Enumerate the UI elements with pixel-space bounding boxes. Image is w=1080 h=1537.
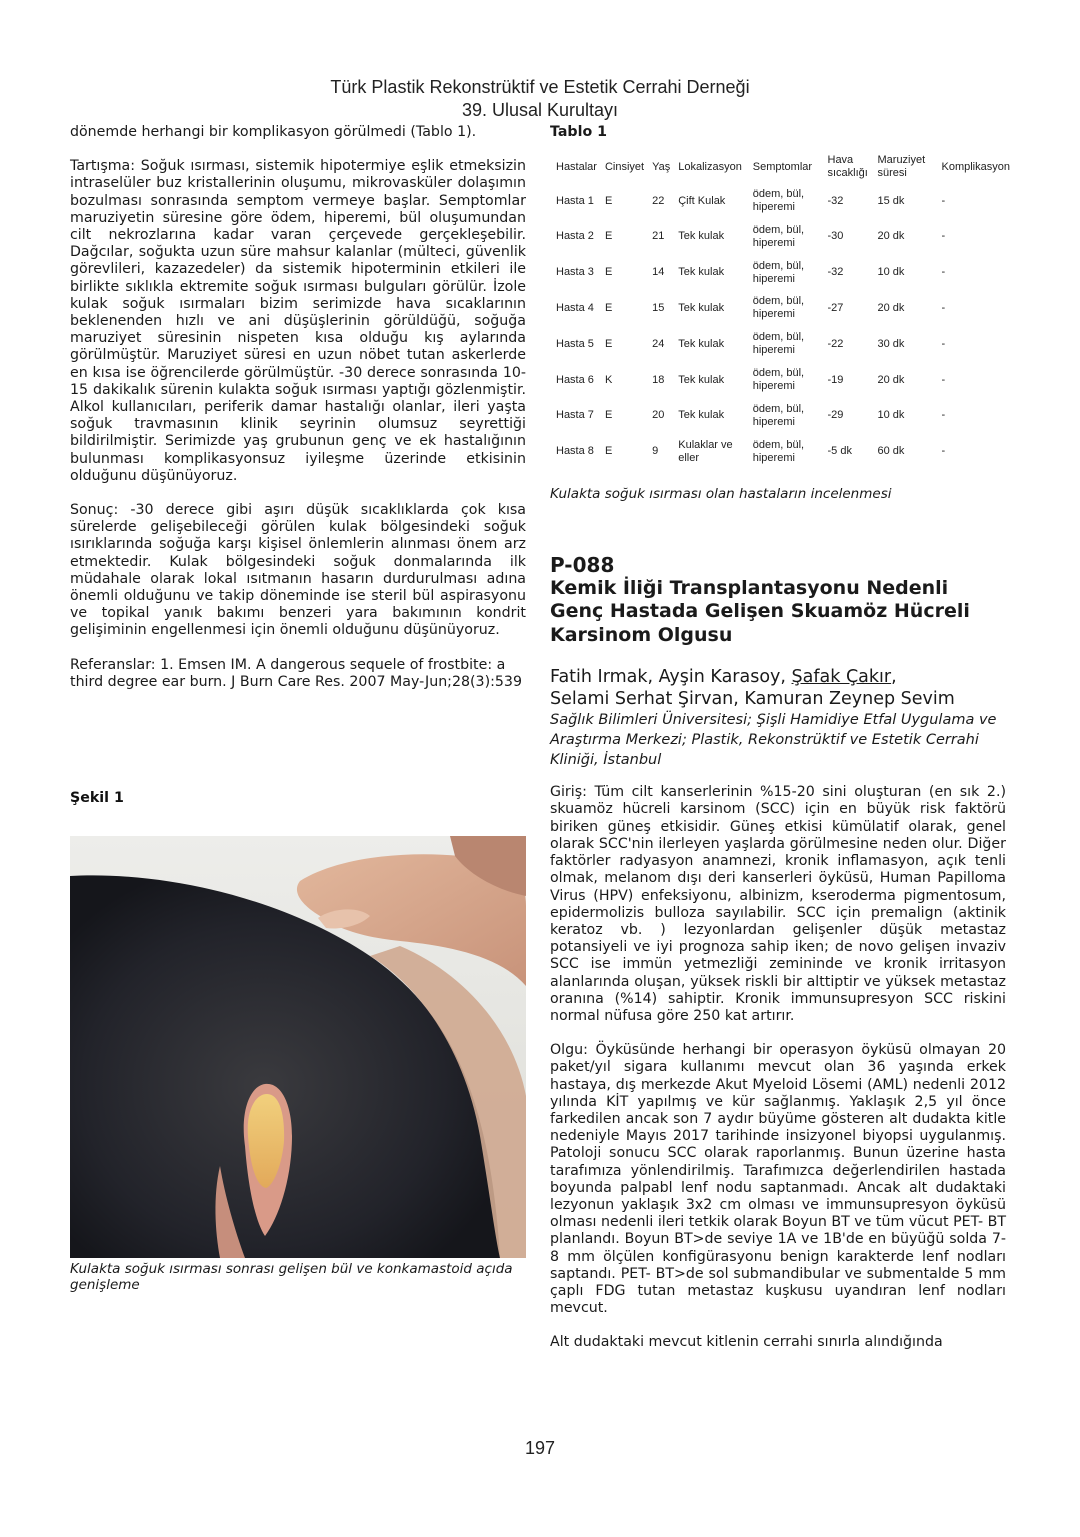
table-cell: E (604, 230, 613, 243)
table-cell: Tek kulak (678, 409, 725, 422)
table-cell: 18 (652, 373, 665, 386)
abstract-title: Kemik İliği Transplantasyonu Nedenli Genç Hastada Gelişen Skuamöz Hücreli Karsinom Olgusu (550, 576, 970, 646)
right-column (550, 124, 1010, 1369)
table-cell: Hasta 5 (556, 337, 594, 350)
table-cell: 24 (652, 337, 665, 350)
table-cell: 20 dk (877, 230, 905, 243)
table-row (552, 326, 1014, 362)
table-cell: ödem, bül, hiperemi (752, 295, 805, 321)
authors-part-b: Selami Serhat Şirvan, Kamuran Zeynep Sevim (550, 688, 955, 709)
table-cell: 9 (652, 445, 659, 458)
table-row (552, 183, 1014, 219)
table-cell: -32 (827, 194, 844, 207)
table-cell: - (941, 337, 946, 350)
table-cell: 15 (652, 301, 665, 314)
table-cell: ödem, bül, hiperemi (752, 223, 805, 249)
table-header-cell: Komplikasyon (941, 160, 1010, 173)
table-cell: E (604, 266, 613, 279)
table-cell: Hasta 2 (556, 230, 594, 243)
table-cell: 20 (652, 409, 665, 422)
table-cell: - (941, 373, 946, 386)
table-cell: E (604, 337, 613, 350)
table-cell: -19 (827, 373, 844, 386)
table-row (552, 219, 1014, 255)
presenting-author: Şafak Çakır (791, 667, 892, 688)
table-header-cell: Yaş (652, 160, 671, 173)
left-paragraph-discussion: Tartışma: Soğuk ısırması, sistemik hipotermiye eşlik etmeksizin intraselüler buz kristallerinin oluşumu, mikrovasküler dolaşımın bozulması sonrasında semptom vermeye başlar. Semptomlar maruziyetin süresine göre ödem, hiperemi, bül oluşumundan cilt nekrozlarına kadar varan çerçevede gerçekleşebilir. Dağcılar, soğukta uzun süre mahsur kalanlar (mülteci, güvenlik görevlileri, kazazedeler) da sistemik hipoterminin etkileri ile birlikte sıklıkla ektremite soğuk ısırması bulguları görülür. İzole kulak soğuk ısırmaları bizim serimizde hava sıcaklarının beklenenden hızlı ve ani düşüşlerinin görüldüğü, soğuğa maruziyet süresinin nispeten kısa olduğu kış aylarında görülmüştür. Maruziyet süresi en uzun nöbet tutan askerlerde en kısa ise öğrencilerde görülmüştür. -30 derece sonrasında 10-15 dakikalık sürenin kulakta soğuk ısırması yaptığı gözlenmiştir. Alkol kullanıcıları, periferik damar hastalığı olanlar, ileri yaşta soğuk travmasının klinik seyrinin olumsuz seyrettiği bildirilmiştir. Serimizde yaş grubunun genç ve ek hastalığının bulunması komplikasyonsuz iyileşme üzerinde etkisinin olduğunu düşünüyoruz. (70, 158, 526, 484)
table-cell: - (941, 266, 946, 279)
table-cell: Çift Kulak (678, 194, 726, 207)
table-cell: Tek kulak (678, 373, 725, 386)
table-cell: -5 dk (827, 445, 852, 458)
page-header (0, 76, 1080, 122)
left-paragraph-intro: dönemde herhangi bir komplikasyon görülmedi (Tablo 1). (70, 124, 477, 140)
figure-caption: Kulakta soğuk ısırması sonrası gelişen bül ve konkamastoid açıda genişleme (70, 1261, 513, 1293)
authors-separator: , (891, 667, 897, 688)
table-cell: -29 (827, 409, 844, 422)
table-row (552, 362, 1014, 398)
table-cell: E (604, 409, 613, 422)
table-cell: Hasta 1 (556, 194, 594, 207)
table-title: Tablo 1 (550, 124, 607, 140)
table-cell: Hasta 8 (556, 445, 594, 458)
table-cell: Tek kulak (678, 266, 725, 279)
table-cell: - (941, 301, 946, 314)
table-cell: - (941, 194, 946, 207)
author-list (550, 667, 1006, 710)
table-cell: ödem, bül, hiperemi (752, 331, 805, 357)
header-congress: 39. Ulusal Kurultayı (461, 100, 619, 120)
figure-photo-ear (70, 836, 526, 1258)
left-paragraph-conclusion: Sonuç: -30 derece gibi aşırı düşük sıcaklıklarda çok kısa sürelerde gelişebileceği görülen kulak bölgesindeki soğuk ısırıklarında soğuğa karşı kişisel önlemlerin alınması önem arz etmektedir. Kulak bölgesindeki soğuk donmalarında ilk müdahale olarak lokal ısıtmanın hasarın durdurulması adına önemli olduğunu ve takip döneminde ise steril bül aspirasyonu ve topikal yanık bakımı benzeri yara bakımının kondrit gelişiminin engellenmesi için önemli olduğunu düşünüyoruz. (70, 502, 526, 639)
table-header-cell: Hastalar (556, 160, 597, 173)
authors-part-a: Fatih Irmak, Ayşin Karasoy, (550, 667, 792, 688)
table-cell: ödem, bül, hiperemi (752, 367, 805, 393)
page-number: 197 (524, 1438, 556, 1458)
left-column (70, 124, 526, 708)
table-cell: - (941, 230, 946, 243)
table-header-cell: Maruziyet süresi (877, 154, 926, 180)
table-row (552, 255, 1014, 291)
table-cell: Hasta 7 (556, 409, 594, 422)
table-cell: Hasta 3 (556, 266, 594, 279)
table-cell: E (604, 445, 613, 458)
table-cell: 30 dk (877, 337, 905, 350)
table-cell: ödem, bül, hiperemi (752, 402, 805, 428)
table-cell: Tek kulak (678, 301, 725, 314)
table-cell: ödem, bül, hiperemi (752, 259, 805, 285)
table-header-cell: Lokalizasyon (678, 160, 742, 173)
table-header-cell: Cinsiyet (604, 160, 645, 173)
header-society: Türk Plastik Rekonstrüktif ve Estetik Cerrahi Derneği (330, 77, 750, 97)
table-cell: K (604, 373, 613, 386)
table-cell: -32 (827, 266, 844, 279)
table-cell: Kulaklar ve eller (678, 438, 733, 464)
table-cell: ödem, bül, hiperemi (752, 438, 805, 464)
table-row (552, 398, 1014, 434)
abstract-code: P-088 (550, 552, 615, 577)
table-cell: 20 dk (877, 373, 905, 386)
table-cell: 10 dk (877, 409, 905, 422)
table-header-row (552, 151, 1014, 183)
table-cell: - (941, 445, 946, 458)
table-cell: Tek kulak (678, 337, 725, 350)
table-cell: Hasta 6 (556, 373, 594, 386)
table-cell: -30 (827, 230, 844, 243)
patient-table (552, 151, 1014, 469)
table-header-cell: Semptomlar (752, 160, 813, 173)
right-paragraph-case: Olgu: Öyküsünde herhangi bir operasyon öyküsü olmayan 20 paket/yıl sigara kullanımı mevcut olan 36 yaşında erkek hastaya, dış merkezde Akut Myeloid Lösemi (AML) nedenli 2012 yılında KİT yapılmış ve kür sağlanmış. Yaklaşık 2,5 yıl önce farkedilen ancak son 7 aydır büyüme gösteren alt dudakta kitle nedeniyle Mayıs 2017 tarihinde insizyonel biyopsi uygulanmış. Patoloji sonucu SCC olarak raporlanmış. Bunun üzerine hasta tarafımıza yönlendirilmiş. Tarafımızca değerlendirilen hastada boyunda palpabl lenf nodu saptanmadı. Ancak alt dudaktaki lezyonun yaklaşık 3x2 cm olması ve immunsupresyon öyküsü olması nedenli ileri tetkik olarak Boyun BT ve tüm vücut PET- BT planlandı. Boyun BT>de seviye 1A ve 1B'de en büyüğü solda 7-8 mm ölçülen konfigürasyonu benign karakterde lenf nodları saptandı. PET- BT>de sol submandibular ve submentalde 5 mm çaplı FDG tutan metastaz kuşkusu uyandıran lenf nodları mevcut. (550, 1042, 1006, 1317)
table-cell: 22 (652, 194, 665, 207)
table-row (552, 291, 1014, 327)
table-cell: 21 (652, 230, 665, 243)
right-paragraph-continued: Alt dudaktaki mevcut kitlenin cerrahi sınırla alındığında (550, 1334, 943, 1351)
table-cell: -27 (827, 301, 844, 314)
table-cell: 15 dk (877, 194, 905, 207)
table-cell: E (604, 301, 613, 314)
left-paragraph-references: Referanslar: 1. Emsen IM. A dangerous sequele of frostbite: a third degree ear burn. J Burn Care Res. 2007 May-Jun;28(3):539 (70, 656, 522, 690)
table-cell: ödem, bül, hiperemi (752, 188, 805, 214)
table-caption: Kulakta soğuk ısırması olan hastaların incelenmesi (550, 485, 892, 502)
table-cell: Tek kulak (678, 230, 725, 243)
table-cell: 20 dk (877, 301, 905, 314)
table-cell: -22 (827, 337, 844, 350)
table-cell: 14 (652, 266, 665, 279)
table-cell: - (941, 409, 946, 422)
table-cell: Hasta 4 (556, 301, 594, 314)
table-cell: E (604, 194, 613, 207)
table-header-cell: Hava sıcaklığı (827, 154, 868, 180)
table-row (552, 434, 1014, 470)
table-cell: 60 dk (877, 445, 905, 458)
figure-label: Şekil 1 (70, 790, 124, 806)
affiliation: Sağlık Bilimleri Üniversitesi; Şişli Hamidiye Etfal Uygulama ve Araştırma Merkezi; Plastik, Rekonstrüktif ve Estetik Cerrahi Kliniği, İstanbul (550, 712, 997, 769)
table-cell: 10 dk (877, 266, 905, 279)
right-paragraph-intro: Giriş: Tüm cilt kanserlerinin %15-20 sini oluşturan (en sık 2.) skuamöz hücreli karsinom (SCC) için en büyük risk faktörü biriken güneş etkisidir. Güneş etkisi kümülatif olarak, genel olarak SCC'nin ilerleyen yaşlarda görülmesine neden olur. Diğer faktörler radyasyon anamnezi, kronik inflamasyon, açık tenli olmak, melanom dışı deri kanserleri öyküsü, Human Papilloma Virus (HPV) enfeksiyonu, albinizm, kseroderma pigmentosum, epidermolizis bulloza sayılabilir. SCC için premalign (aktinik keratoz vb. ) lezyonlardan gelişenler düşük metastaz potansiyeli ve iyi prognoza sahip iken; de novo gelişen invaziv SCC ise immün yetmezliği zemininde ve kronik irritasyon alanlarında oluşan, yüksek riskli bir alttiptir ve yüksek metastaz oranına (%14) sahiptir. Kronik immunsupresyon SCC riskini normal nüfusa göre 250 kat artırır. (550, 784, 1006, 1024)
